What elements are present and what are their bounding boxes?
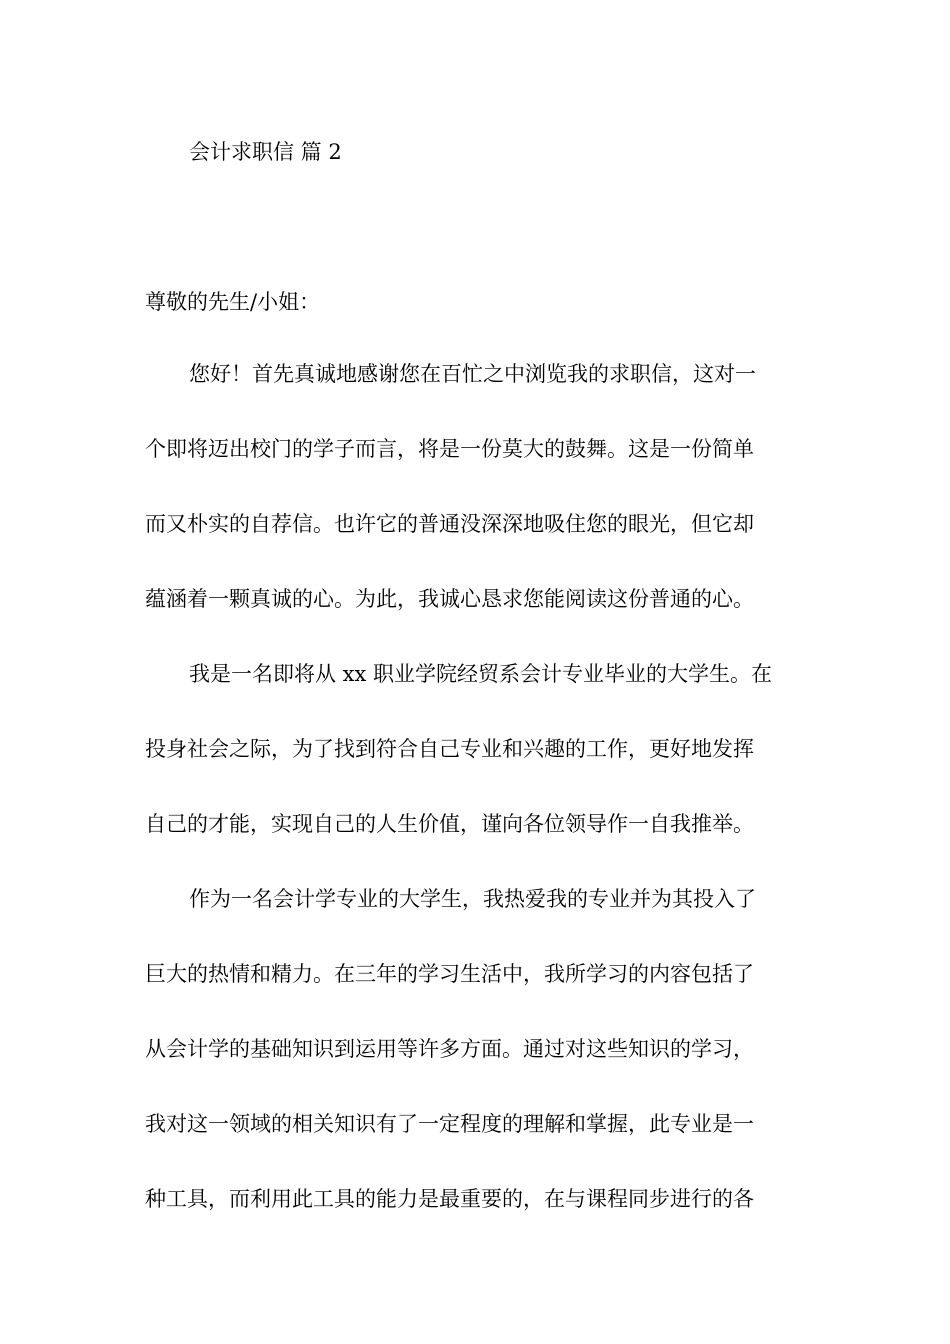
- document-title: 会计求职信 篇 2: [189, 140, 342, 164]
- paragraph-line: 您好！首先真诚地感谢您在百忙之中浏览我的求职信，这对一: [189, 362, 756, 386]
- paragraph-line: 从会计学的基础知识到运用等许多方面。通过对这些知识的学习，: [145, 1037, 754, 1061]
- paragraph-line: 巨大的热情和精力。在三年的学习生活中，我所学习的内容包括了: [145, 962, 754, 986]
- paragraph-line: 个即将迈出校门的学子而言，将是一份莫大的鼓舞。这是一份简单: [145, 437, 754, 461]
- paragraph-line: 蕴涵着一颗真诚的心。为此，我诚心恳求您能阅读这份普通的心。: [145, 587, 754, 611]
- paragraph-line: 我是一名即将从 xx 职业学院经贸系会计专业毕业的大学生。在: [189, 662, 773, 686]
- paragraph-line: 我对这一领域的相关知识有了一定程度的理解和掌握，此专业是一: [145, 1112, 754, 1136]
- paragraph-line: 投身社会之际，为了找到符合自己专业和兴趣的工作，更好地发挥: [145, 737, 754, 761]
- paragraph-line: 作为一名会计学专业的大学生，我热爱我的专业并为其投入了: [189, 887, 756, 911]
- salutation: 尊敬的先生/小姐：: [145, 290, 321, 314]
- paragraph-line: 种工具，而利用此工具的能力是最重要的，在与课程同步进行的各: [145, 1187, 754, 1211]
- paragraph-line: 自己的才能，实现自己的人生价值，谨向各位领导作一自我推举。: [145, 812, 754, 836]
- paragraph-line: 而又朴实的自荐信。也许它的普通没深深地吸住您的眼光，但它却: [145, 512, 754, 536]
